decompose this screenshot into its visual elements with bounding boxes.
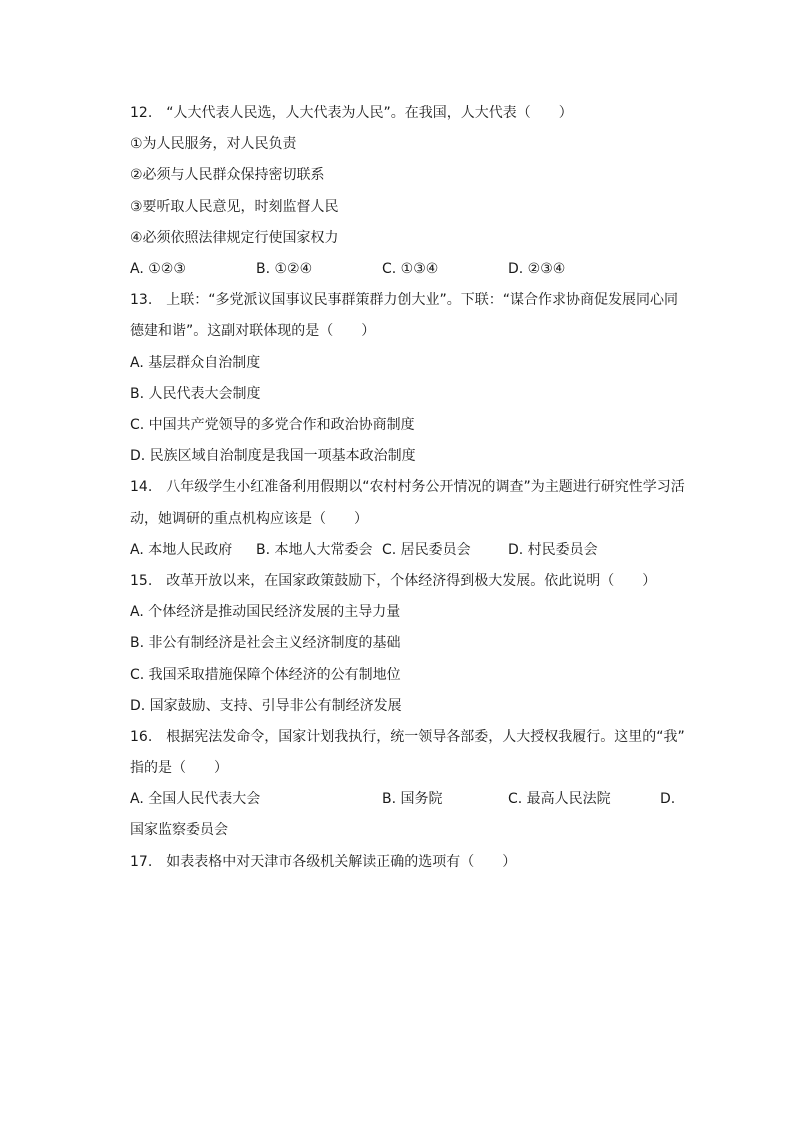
question-14-option-a: A. 本地人民政府: [130, 542, 233, 558]
question-13-option-b: B. 人民代表大会制度: [130, 386, 261, 402]
question-13-stem-line-1: 13. 上联：“多党派议国事议民事群策群力创大业”。下联：“谋合作求协商促发展同心同: [130, 292, 679, 308]
question-12-stem: 12. “人大代表人民选，人大代表为人民”。在我国，人大代表（ ）: [130, 105, 573, 121]
question-12-item-4: ④必须依照法律规定行使国家权力: [130, 230, 339, 246]
question-12-option-c: C. ①③④: [382, 261, 439, 277]
question-15-option-b: B. 非公有制经济是社会主义经济制度的基础: [130, 635, 401, 651]
question-15-stem: 15. 改革开放以来，在国家政策鼓励下，个体经济得到极大发展。依此说明（ ）: [130, 573, 657, 589]
question-12-item-3: ③要听取人民意见，时刻监督人民: [130, 199, 339, 215]
question-16-option-b: B. 国务院: [382, 791, 443, 807]
question-14-option-d: D. 村民委员会: [508, 542, 598, 558]
question-14-stem-line-2: 动，她调研的重点机构应该是（ ）: [130, 511, 368, 527]
question-12-item-2: ②必须与人民群众保持密切联系: [130, 167, 325, 183]
question-12-item-1: ①为人民服务，对人民负责: [130, 136, 297, 152]
question-16-option-d-text: 国家监察委员会: [130, 822, 228, 838]
question-16-option-c: C. 最高人民法院: [508, 791, 611, 807]
question-14-option-c: C. 居民委员会: [382, 542, 471, 558]
question-15-option-d: D. 国家鼓励、支持、引导非公有制经济发展: [130, 698, 402, 714]
question-13-option-a: A. 基层群众自治制度: [130, 355, 261, 371]
question-15-option-a: A. 个体经济是推动国民经济发展的主导力量: [130, 604, 401, 620]
question-16-stem-line-1: 16. 根据宪法发命令，国家计划我执行，统一领导各部委，人大授权我履行。这里的“我”: [130, 729, 685, 745]
question-13-option-d: D. 民族区域自治制度是我国一项基本政治制度: [130, 448, 416, 464]
question-12-option-b: B. ①②④: [256, 261, 313, 277]
question-14-stem-line-1: 14. 八年级学生小红准备利用假期以“农村村务公开情况的调查”为主题进行研究性学习活: [130, 479, 685, 495]
question-15-option-c: C. 我国采取措施保障个体经济的公有制地位: [130, 667, 401, 683]
question-16-option-a: A. 全国人民代表大会: [130, 791, 261, 807]
question-14-option-b: B. 本地人大常委会: [256, 542, 373, 558]
question-17-stem: 17. 如表表格中对天津市各级机关解读正确的选项有（ ）: [130, 854, 517, 870]
question-13-stem-line-2: 德建和谐”。这副对联体现的是（ ）: [130, 323, 376, 339]
question-16-stem-line-2: 指的是（ ）: [130, 760, 228, 776]
question-12-option-a: A. ①②③: [130, 261, 186, 277]
question-12-option-d: D. ②③④: [508, 261, 566, 277]
question-16-option-d: D.: [660, 791, 676, 807]
question-13-option-c: C. 中国共产党领导的多党合作和政治协商制度: [130, 417, 415, 433]
